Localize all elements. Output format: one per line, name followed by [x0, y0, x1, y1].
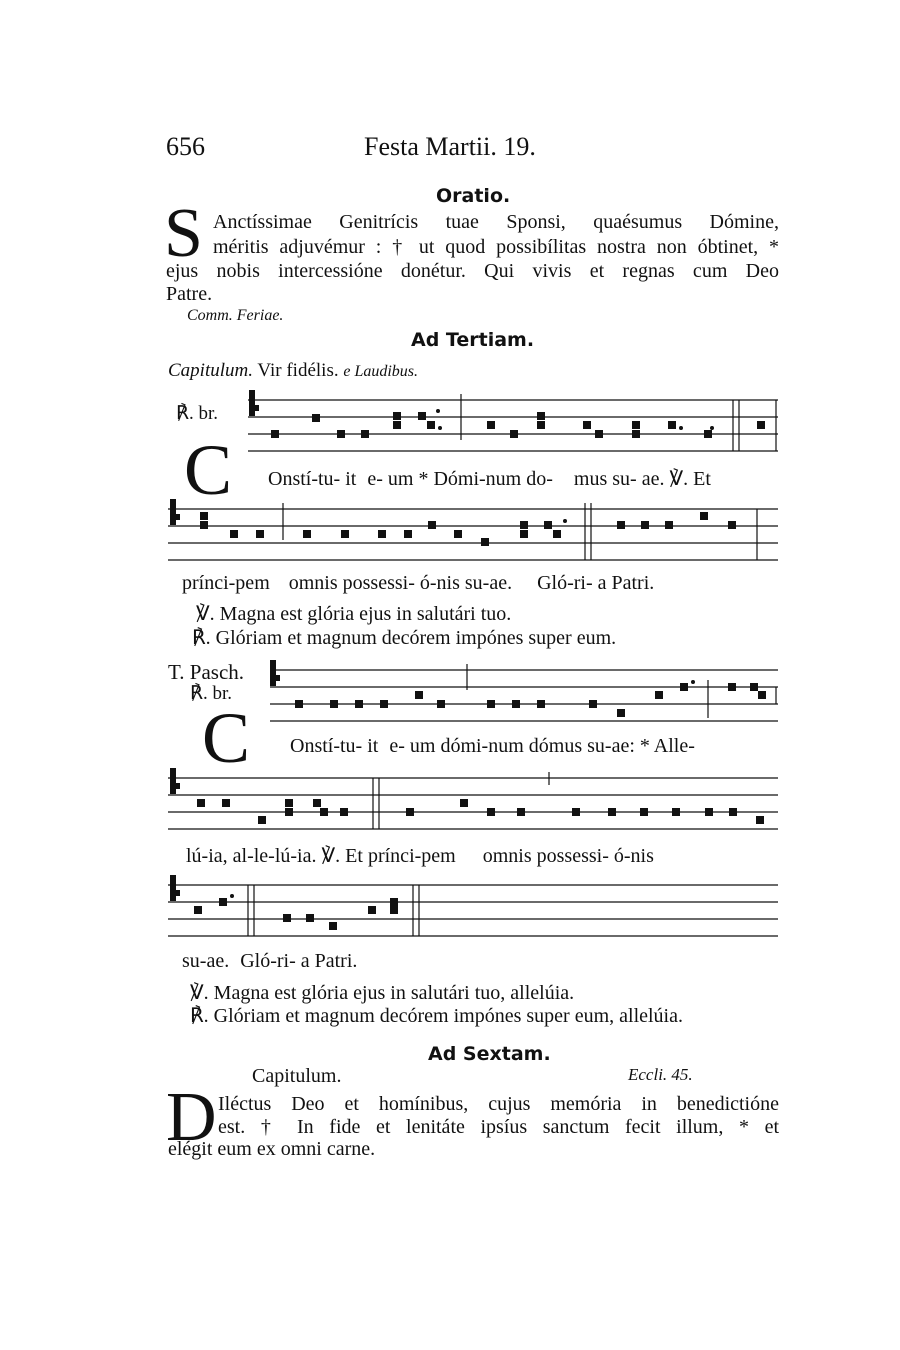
lyric-syllable: ae.: [641, 468, 665, 490]
sexta-capitulum: Capitulum.: [252, 1065, 342, 1087]
lyric-syllable: prínci-pem: [182, 572, 270, 594]
lyric-syllable: * Dómi-num: [418, 468, 522, 490]
lyric-syllable: ℣. Et: [669, 468, 711, 490]
sexta-line-3: elégit eum ex omni carne.: [168, 1138, 376, 1160]
pasch-initial-c: C: [202, 698, 251, 778]
pasch-versicle: ℣. Magna est glória ejus in salutári tuo, allelúia.: [190, 982, 575, 1004]
oratio-line-4: Patre.: [166, 283, 213, 305]
sexta-heading: Ad Sextam.: [428, 1043, 551, 1065]
lyric-syllable: Onstí-tu- it: [268, 468, 357, 490]
lyric-syllable: omnis: [482, 845, 532, 867]
lyric-syllable: su-ae.: [464, 572, 513, 594]
oratio-drop-cap: S: [164, 195, 203, 272]
capitulum-label: Capitulum.: [168, 360, 253, 381]
pasch-rbr-label: ℟. br.: [190, 683, 233, 704]
lyric-syllable: prínci-pem: [367, 845, 456, 867]
tertia-versicle: ℣. Magna est glória ejus in salutári tuo.: [196, 603, 512, 625]
lyric-syllable: do-: [526, 468, 553, 490]
capitulum-text: Vir fidélis.: [257, 360, 339, 381]
lyric-syllable: dómi-num: [440, 735, 524, 757]
page-number: 656: [166, 132, 205, 161]
pasch-label: T. Pasch.: [168, 660, 245, 684]
sexta-drop-cap: D: [166, 1079, 217, 1156]
tertia-response: ℟. Glóriam et magnum decórem impónes super eum.: [192, 627, 617, 649]
lyric-syllable: al-le-lú-ia.: [232, 845, 317, 867]
pasch-response: ℟. Glóriam et magnum decórem impónes super eum, allelúia.: [190, 1005, 683, 1027]
lyric-syllable: mus su-: [573, 468, 637, 490]
sexta-line-2: est. † In fide et lenitáte ipsíus sanctum fecit illum, * et: [218, 1116, 779, 1138]
capitulum-ref: e Laudibus.: [343, 363, 419, 380]
oratio-line-2: méritis adjuvémur : † ut quod possibílitas nostra non óbtinet, *: [213, 236, 779, 258]
comm-feriae: Comm. Feriae.: [187, 307, 284, 324]
staff-5-lyric: [182, 950, 357, 973]
tertia-initial-c: C: [184, 430, 233, 510]
oratio-heading: Oratio.: [436, 185, 511, 207]
lyric-syllable: lú-ia,: [186, 845, 228, 867]
responsory-brevis-label: ℟. br.: [176, 403, 219, 424]
lyric-syllable: Onstí-tu- it: [290, 735, 379, 757]
sexta-reference: Eccli. 45.: [628, 1065, 693, 1084]
tertia-heading: Ad Tertiam.: [411, 329, 535, 351]
running-title: Festa Martii. 19.: [364, 132, 536, 161]
lyric-syllable: dómus: [528, 735, 583, 757]
lyric-syllable: su-ae:: [587, 735, 635, 757]
lyric-syllable: e- um: [367, 468, 414, 490]
lyric-syllable: Gló-ri- a Patri.: [537, 572, 655, 594]
sexta-line-1: Iléctus Deo et homínibus, cujus memória in benedictióne: [218, 1093, 779, 1115]
oratio-line-3: ejus nobis intercessióne donétur. Qui vivis et regnas cum Deo: [166, 260, 779, 282]
lyric-syllable: possessi- ó-nis: [536, 845, 654, 867]
lyric-syllable: su-ae.: [182, 950, 230, 972]
oratio-line-1: Anctíssimae Genitrícis tuae Sponsi, quaésumus Dómine,: [213, 211, 779, 233]
lyric-syllable: e- um: [389, 735, 436, 757]
lyric-syllable: * Alle-: [639, 735, 695, 757]
lyric-syllable: ℣. Et: [321, 845, 363, 867]
lyric-syllable: Gló-ri- a Patri.: [240, 950, 358, 972]
lyric-syllable: omnis possessi- ó-nis: [288, 572, 460, 594]
